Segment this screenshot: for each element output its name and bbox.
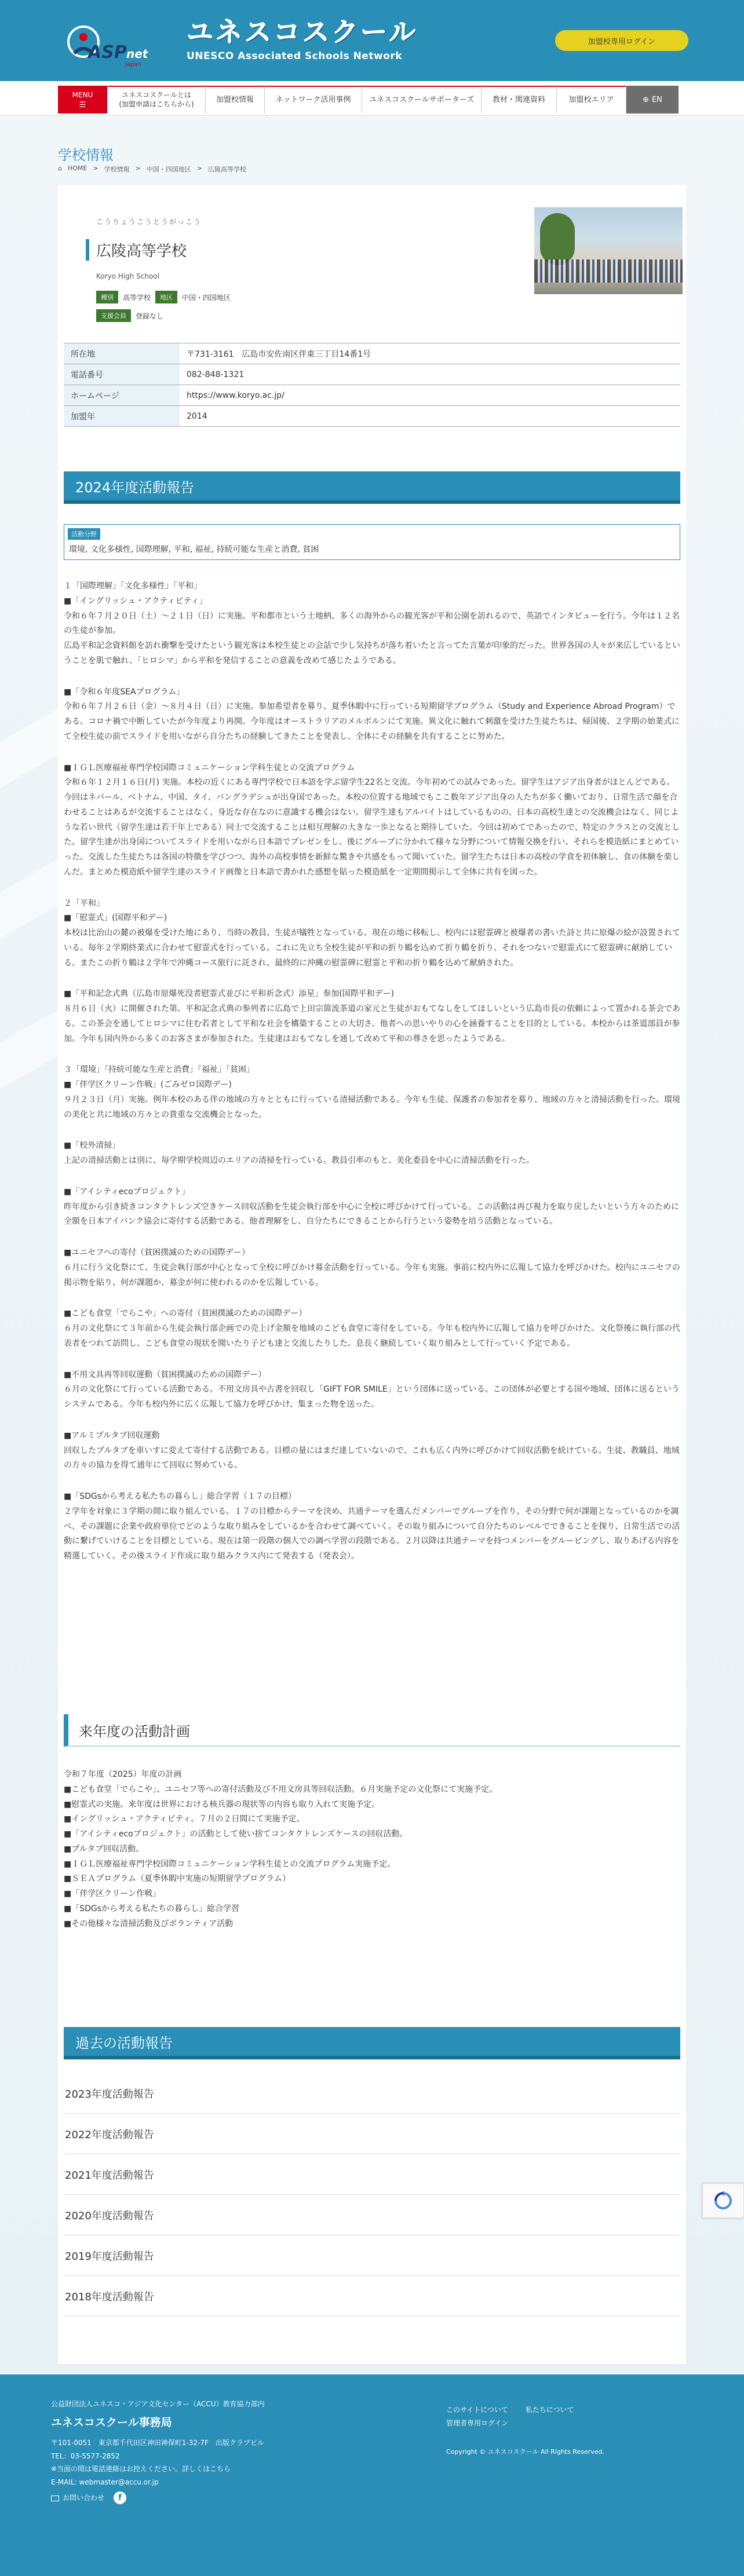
aspnet-logo[interactable] [58,17,151,69]
svg-text:ASP: ASP [88,42,127,63]
homepage-link[interactable]: https://www.koryo.ac.jp/ [180,385,680,406]
type-value: 高等学校 [123,293,151,302]
next-year-plan: 令和７年度（2025）年度の計画 ■こども食堂「でらこや」、ユニセフ等への寄付活動及び不用文房具等回収活動。６月実施予定の文化祭にて実施予定。 ■慰霊式の実施。来年度は世界における核兵器の現状等の内容も取り入れて実施予定。 ■イングリッシュ・アクティビティ。７月の２日間にて実施予定。 ■「アイシティecoプロジェクト」の活動として使い捨てコンタクトレンズケースの回収活動。 ■プルタブ回収活動。 ■ＩＧＬ医療福祉専門学校国際コミュニケーション学科生徒との交流プログラム実施予定。 ■ＳＥＡプログラム（夏季休暇中実施の短期留学プログラム） ■「伴学区クリーン作戦」 ■「SDGsから考える私たちの暮らし」総合学習 ■その他様々な清掃活動及びボランティア活動 [64,1770,498,1929]
lang-label: EN [651,95,662,104]
breadcrumb-current: 広陵高等学校 [208,166,247,173]
report-paragraph: ■ＩＧＬ医療福祉専門学校国際コミュニケーション学科生徒との交流プログラム 令和６年１２月１６日(月) 実施。本校の近くにある専門学校で日本語を学ぶ留学生22名と交流。今年初めての試みであった。留学生はアジア出身者がほとんどである。今回はネパール、ベトナム、中国、タイ、バングラデシュが出身国であった。本校の位置する地域でもここ数年アジア出身の人たちが多く働いており、日常生活で顔を合わせることはあるが交流することはなく、身近な存在なのに意識する機会はない。留学生達もアルバイトはしているものの、日本の高校生達との交流機会はなく、同じような若い世代（留学生達は若干年上である）同士で交流することは相互理解の大きな一歩となると期待していた。今回は初めてであったので、特定のクラスとの交流とした。留学生達が出身国についてスライドを用いながら日本語でプレゼンをし、後にグループに分かれて様々な分野について情報交換を行い、それらを模造紙にまとめていった。交流した生徒たちは各国の特徴を学びつつ、海外の高校事情を新鮮な驚きや共感をもって聞いていた。留学生たちは日本の高校の学食を初体験し、食の体験を楽しんだ。まとめた模造紙や留学生達のスライド画像と日本語で書かれた感想を貼った模造紙を一定期間掲示して全体に共有を図った。 [64,763,680,877]
table-row [64,385,680,406]
report-paragraph: ■不用文具再等回収運動（貧困撲滅のための国際デー） ６月の文化祭にて行っている活動である。不用文房具や古書を回収し「GIFT FOR SMILE」という団体に送っている。この団体が必要とする国や地域、団体に送るというシステムである。今年も校内外に広く広報して協力を呼びかけ、集まった物を送った。 [64,1370,680,1409]
school-photo [534,207,683,294]
activity-fields-box [64,524,680,560]
supporter-row [96,309,163,322]
supporter-value: 登録なし [136,312,164,320]
photo-tree [540,213,575,265]
footer-links [446,2403,604,2458]
info-value: 2014 [180,406,680,427]
table-row [64,343,680,364]
svg-text:Japan: Japan [125,61,141,68]
info-key: ホームページ [64,385,180,406]
hamburger-icon: ☰ [79,100,86,109]
footer-tel-note[interactable]: ※当面の間は電話連絡はお控えください。詳しくはこちら [51,2465,231,2473]
breadcrumb [58,164,246,174]
home-icon: ⌂ [58,164,62,172]
type-tag: 種別 [96,291,118,303]
main-nav [0,81,744,116]
nav-item-supporters[interactable]: ユネスコスクールサポーターズ [362,86,482,114]
past-reports-heading: 過去の活動報告 [64,2027,680,2059]
report-paragraph: ２「平和」 ■「慰霊式」(国際平和デー) 本校は比治山の麓の被爆を受けた地にあり、当時の教員、生徒が犠牲となっている。現在の地に移転し、校内には慰霊碑と被爆者の書いた詩と共に原爆の絵が設置されている。毎年２学期終業式に合わせて慰霊式を行っている。これに先立ち全校生徒が平和の折り鶴を込めて折り鶴を折り、それをつないで慰霊式にて慰霊碑に献納している。またこの折り鶴は２学年で沖縄コース旅行に託され、最終的に沖縄の慰霊碑に慰霊と平和の折り鶴を込めて献納された。 [64,898,680,968]
activity-fields-tag: 活動分野 [68,528,100,540]
menu-button[interactable] [58,86,107,114]
contact-label: お問い合わせ [63,2494,105,2502]
page-title: 学校情報 [58,147,114,163]
report-paragraph: ■「令和６年度SEAプログラム」 令和６年７月２６日（金）～８月４日（日）に実施。参加希望者を募り、夏季休暇中に行っている短期留学プログラム（Study and Experience Abroad Program）である。コロナ禍で中断していたが今年度より再開。今年度はオーストラリアのメルボルンにて実施。異文化に触れて刺激を受けた生徒たちは、帰国後、２学期の始業式にて全校生徒の前でスライドを用いながら自分たちの経験してきたことを発表し、全体にその経験を共有することに努めた。 [64,687,680,741]
report-heading: 2024年度活動報告 [64,471,680,504]
report-paragraph: ■こども食堂「でらこや」への寄付（貧困撲滅のための国際デー） ６月の文化祭にて３年前から生徒会執行部企画での売上げ金額を地域のこども食堂に寄付をしている。今年も校内外に広報して協力を呼びかけた。文化祭後に執行部の代表者をつれて訪問し、こども食堂の現状を聞いたり子ども達と交流したりした。息長く継続していく取り組みとして行っていく予定である。 [64,1309,680,1348]
breadcrumb-separator: > [196,164,203,172]
report-paragraph: ■「SDGsから考える私たちの暮らし」総合学習（１７の目標） ２学年を対象に３学期の間に取り組んでいる。１７の目標からテーマを決め、共通テーマを選んだメンバーでグループを作り、その分野で何が課題となっているのかを調べ、その課題に企業や政府単位でどのような取り組みをしているかを合わせて調べていく。その取り組みについて自分たちのレベルでできることを探り、日常生活での活動に繋げていけることを目標としている。現在は第一段階の個人での調べ学習の段階である。２月以降は共通テーマを持つメンバーをグルーピングし、取りあげる内容を精選していく。その後スライド作成に取り組みクラス内にて発表する（発表会）。 [64,1492,680,1561]
site-header [0,0,744,81]
breadcrumb-separator: > [135,164,141,172]
breadcrumb-schools[interactable]: 学校情報 [104,166,130,173]
footer-link-about-site[interactable]: このサイトについて [446,2406,508,2414]
svg-text:net: net [126,47,148,61]
footer-tel: TEL：03-5577-2852 [51,2451,120,2460]
site-title: ユネスコスクール [187,16,418,47]
footer-email[interactable]: E-MAIL: webmaster@accu.or.jp [51,2478,159,2487]
breadcrumb-region[interactable]: 中国・四国地区 [146,166,191,173]
info-key: 電話番号 [64,364,180,385]
contact-link[interactable] [51,2491,104,2505]
region-tag: 地区 [155,291,177,303]
nav-item-materials[interactable]: 教材・関連資料 [482,86,557,114]
language-en-button[interactable] [626,86,679,114]
recaptcha-badge[interactable] [702,2183,744,2218]
report-paragraph: ■「平和記念式典（広島市原爆死没者慰霊式並びに平和祈念式）添星」参加(国際平和デー) ８月６日（火）に開催された第。平和記念式典の参列者に広島で上田宗箇流茶道の家元と生徒がおもてなしをしてほしいという広島市長の依頼によって置かれる茶会である。この茶会を通してヒロシマに住む若者として平和な社会を構築することの大切さ、他者への思いやりの心を涵養することを目的としている。本校からは茶道部員が参加。今年も国内外から多くのお客さまが参加された。生徒達はおもてなしを通して改めて平和の尊さを思ったようである。 [64,989,680,1044]
menu-label: MENU [72,90,93,99]
footer-office: ユネスコスクール事務局 [51,2416,172,2429]
nav-item-schools[interactable]: 加盟校情報 [206,86,265,114]
next-year-heading: 来年度の活動計画 [64,1714,680,1747]
past-report-link[interactable]: 2019年度活動報告 [64,2235,680,2276]
report-paragraph: ３「環境」「持続可能な生産と消費」「福祉」「貧困」 ■「伴学区クリーン作戦」(ごみゼロ国際デー) ９月２３日（月）実施。例年本校のある伴の地域の方々とともに行っている清掃活動である。今年も生徒、保護者の参加者を募り、地域の方々と清掃活動を行った。環境の美化と共に地域の方々との貴重な交流機会となった。 [64,1065,680,1119]
report-paragraph: ■「アイシティecoプロジェクト」 昨年度から引き続きコンタクトレンズ空きケース回収活動を生徒会執行部を中心に全校に呼びかけて行っている。この活動は再び視力を取り戻したいという方々のために全額を日本アイバンク協会に寄付する活動である。他者理解をし、自分たちにできることから行うという姿勢を培う活動となっている。 [64,1187,679,1227]
report-paragraph: １「国際理解」「文化多様性」「平和」 ■「イングリッシュ・アクティビティ」 令和６年７月２０日（土）～２１日（日）に実施。平和都市という土地柄、多くの海外からの観光客が平和公園を訪れるので、英語でインタビューを行う。今年は１２名の生徒が参加。 広島平和記念資料館を訪れ衝撃を受けたという観光客は本校生徒との会話で少し気持ちが落ち着いたと言ってた言葉が印象的だった。世界各国の人々が来広しているということを肌で触れ、「ヒロシマ」から平和を発信することの意義を改めて感じたようである。 [64,581,680,665]
breadcrumb-home[interactable]: HOME [67,164,87,172]
site-branding[interactable] [187,17,418,62]
report-paragraph: ■ユニセフへの寄付（貧困撲滅のための国際デー） ６月に行う文化祭にて、生徒会執行部が中心となって全校に呼びかけ募金活動を行っている。今年も実施。事前に校内外に広報して協力を呼びかけた。校内にユニセフの掲示物を貼り、何が課題か、募金が何に使われるのかを広報している。 [64,1248,680,1287]
report-paragraph: ■「校外清掃」 上記の清掃活動とは別に、毎学期学校周辺のエリアの清掃を行っている。教員引率のもと、美化委員を中心に清掃活動を行った。 [64,1141,534,1165]
activity-report [64,579,680,1580]
footer-address: 〒101-0051 東京都千代田区神田神保町1-32-7F 出版クラブビル [51,2438,264,2447]
nav-item-member-area[interactable]: 加盟校エリア [557,86,626,114]
footer-admin-login[interactable]: 管理者専用ログイン [446,2418,509,2427]
footer-link-about-us[interactable]: 私たちについて [525,2406,574,2414]
site-footer [0,2374,744,2576]
past-report-link[interactable]: 2021年度活動報告 [64,2154,680,2195]
past-report-link[interactable]: 2022年度活動報告 [64,2114,680,2154]
info-key: 所在地 [64,343,180,364]
past-reports-list [64,2073,680,2317]
table-row [64,406,680,427]
member-login-button[interactable]: 加盟校専用ログイン [555,30,688,51]
photo-group [534,259,683,283]
school-info-table [64,343,680,427]
footer-contact-info [51,2398,265,2505]
school-name: 広陵高等学校 [86,239,187,261]
school-name-en: Koryo High School [96,272,160,280]
footer-copyright: Copyright © ユネスコスクール All Rights Reserved. [446,2447,605,2456]
globe-icon: ⊕ [643,95,649,104]
info-value: 〒731-3161 広島市安佐南区伴東三丁目14番1号 [180,343,680,364]
school-type-row [96,291,231,303]
region-value: 中国・四国地区 [182,293,231,302]
nav-item-about[interactable]: ユネスコスクールとは (加盟申請はこちらから) [107,86,206,114]
supporter-tag: 支援会員 [96,309,131,322]
activity-fields: 環境, 文化多様性, 国際理解, 平和, 福祉, 持続可能な生産と消費, 貧困 [69,545,319,554]
facebook-icon[interactable]: f [114,2491,126,2504]
site-subtitle: UNESCO Associated Schools Network [187,50,403,62]
report-paragraph: ■アルミプルタブ回収運動 回収したプルタブを車いすに変えて寄付する活動である。目標の量にはまだ達していないので、これも広く内外に呼びかけて回収活動を続けている。生徒、教職員、地域の方々の協力を得て通年にて回収に努めている。 [64,1430,680,1470]
past-report-link[interactable]: 2020年度活動報告 [64,2195,680,2235]
breadcrumb-separator: > [93,164,99,172]
past-report-link[interactable]: 2023年度活動報告 [64,2073,680,2114]
footer-org: 公益財団法人ユネスコ・アジア文化センター（ACCU）教育協力部内 [51,2400,265,2408]
school-name-kana: こうりょうこうとうがっこう [96,218,202,226]
nav-item-network[interactable]: ネットワーク活用事例 [265,86,362,114]
table-row [64,364,680,385]
mail-icon [51,2496,59,2501]
footer-contact-row [51,2491,265,2505]
info-value: 082-848-1321 [180,364,680,385]
past-report-link[interactable]: 2018年度活動報告 [64,2276,680,2317]
info-key: 加盟年 [64,406,180,427]
recaptcha-icon [713,2191,733,2211]
